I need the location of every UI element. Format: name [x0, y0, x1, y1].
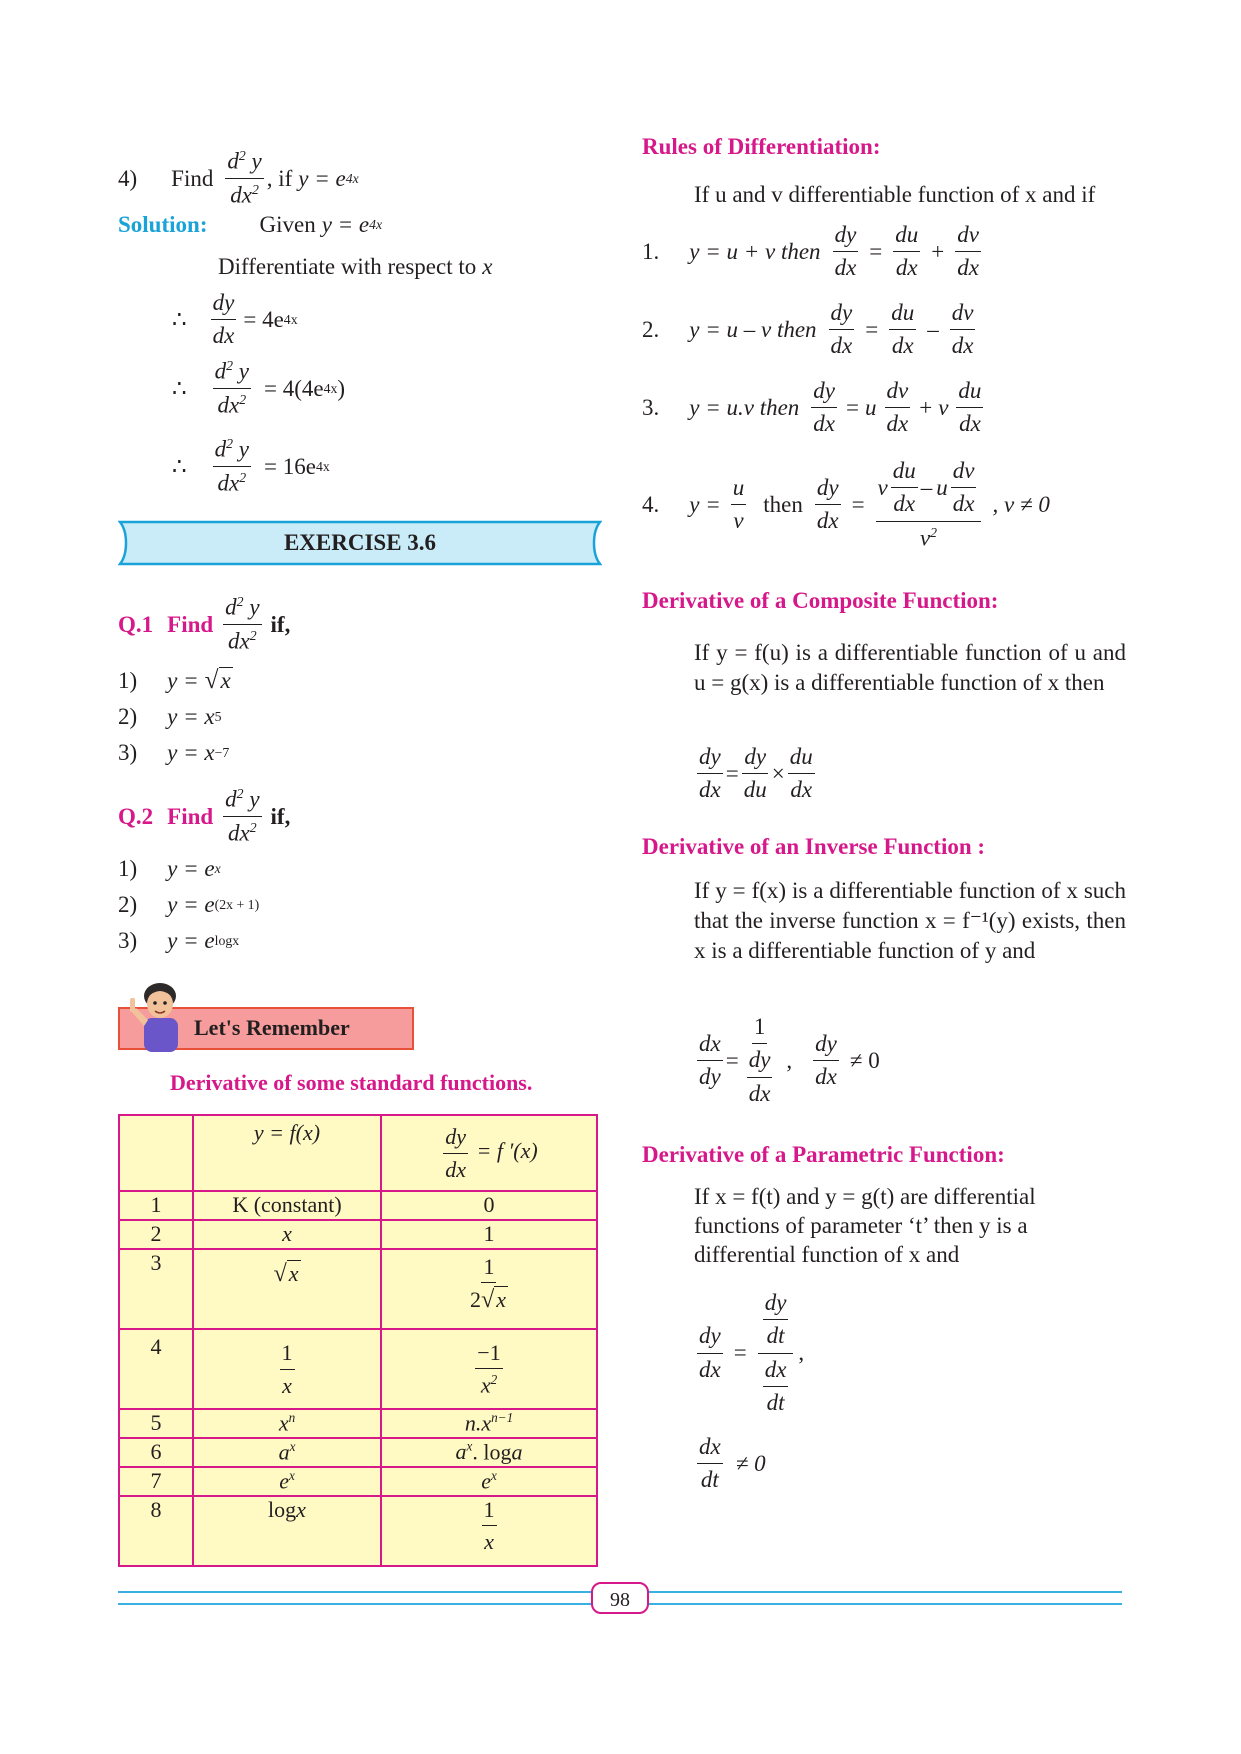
- dy-dx-fraction: $\frac{dy}{dx}$: [830, 300, 853, 359]
- exercise-banner: [118, 520, 602, 566]
- item-number: 1): [118, 667, 138, 693]
- item-expr: y =: [167, 667, 199, 693]
- example-find: Find: [171, 165, 214, 191]
- header-cell-function: y = f(x): [193, 1115, 381, 1191]
- q2-item-3: [118, 928, 239, 954]
- u-v-fraction: $\frac{u}{v}$: [732, 475, 745, 534]
- radicand: x: [220, 668, 231, 693]
- row-number: 4: [119, 1329, 193, 1409]
- item-expr: y = e: [167, 892, 215, 917]
- step-3: [172, 436, 330, 497]
- dv-dx-fraction: $\frac{dv}{dx}$: [886, 378, 909, 437]
- item-expr: y = x: [167, 704, 215, 729]
- row-derivative: 0: [381, 1191, 597, 1220]
- table-row: [119, 1329, 597, 1409]
- item-number: 2): [118, 892, 138, 917]
- q2-find: Find: [167, 803, 214, 829]
- example-number: 4): [118, 165, 138, 191]
- fraction: $\frac{-1}{x^2}$: [477, 1340, 501, 1398]
- parametric-formula: $\frac{dy}{dx}$ = $\frac{\frac{dy}{dt}}{\frac{dx}{dt}}$ ,: [699, 1290, 805, 1416]
- table-row: [119, 1467, 597, 1496]
- q2-if: if,: [270, 803, 291, 829]
- rule-neq: , v ≠ 0: [992, 491, 1050, 517]
- example-cond-exp: 4x: [345, 170, 359, 186]
- step-1: [172, 290, 298, 350]
- row-function: x: [193, 1220, 381, 1249]
- inverse-title: Derivative of an Inverse Function :: [642, 834, 986, 859]
- table-row: [119, 1191, 597, 1220]
- second-derivative-fraction: $\frac{d^2 y}{dx^2}$: [227, 148, 262, 208]
- row-number: 6: [119, 1438, 193, 1467]
- second-derivative-fraction: $\frac{d^2 y}{dx^2}$: [225, 786, 260, 846]
- row-function: logx: [193, 1496, 381, 1566]
- composite-title: Derivative of a Composite Function:: [642, 588, 999, 613]
- dv-dx-fraction: $\frac{dv}{dx}$: [957, 222, 979, 281]
- rule-then: then: [763, 491, 803, 517]
- fraction: $\frac{1}{x}$: [281, 1340, 293, 1398]
- dy-dx-fraction: $\frac{dy}{dx}$: [834, 222, 857, 281]
- item-exp: −7: [214, 745, 230, 760]
- dx-dy-fraction: $\frac{dx}{dy}$: [699, 1030, 721, 1090]
- parametric-condition: [694, 1434, 766, 1494]
- header-derivative-suffix: = f ′(x): [476, 1138, 538, 1164]
- rules-intro: If u and v differentiable function of x and if: [694, 182, 1096, 207]
- dy-du-fraction: $\frac{dy}{du}$: [743, 744, 767, 803]
- dv-dx-fraction: $\frac{dv}{dx}$: [951, 300, 974, 359]
- sqrt-expression: √x: [204, 666, 231, 694]
- given-exp: 4x: [369, 217, 383, 232]
- row-number: 8: [119, 1496, 193, 1566]
- table-row: [119, 1249, 597, 1329]
- item-exp: logx: [214, 933, 240, 948]
- differentiate-text: Differentiate with respect to: [218, 254, 477, 279]
- given-expr: y = e: [321, 212, 370, 237]
- table-header-row: [119, 1115, 597, 1191]
- header-cell-derivative: [381, 1115, 597, 1191]
- step1-exp: 4x: [283, 311, 298, 327]
- step2-exp: 4x: [323, 380, 338, 396]
- rule-1: 1. y = u + v then $\frac{dy}{dx}$ = $\frac{du}{dx}$ + $\frac{dv}{dx}$: [642, 222, 979, 281]
- row-function: $e^x$: [193, 1467, 381, 1496]
- item-exp: 5: [214, 709, 222, 724]
- item-expr: y = e: [167, 928, 215, 953]
- dy-dx-fraction: $\frac{dy}{dx}$: [699, 1323, 721, 1382]
- dy-dx-fraction: $\frac{dy}{dx}$: [699, 744, 721, 803]
- row-function: √x: [193, 1249, 381, 1329]
- table-row: [119, 1409, 597, 1438]
- item-number: 2): [118, 704, 138, 729]
- table-row: [119, 1496, 597, 1566]
- standard-derivatives-table: [118, 1114, 598, 1567]
- rule-number: 4.: [642, 491, 660, 517]
- dy-dx-fraction: $\frac{dy}{dx}$: [813, 378, 836, 437]
- row-function: K (constant): [193, 1191, 381, 1220]
- standard-derivatives-subtitle: Derivative of some standard functions.: [170, 1070, 533, 1095]
- item-number: 3): [118, 740, 138, 765]
- dy-dx-fraction: $\frac{dy}{dx}$: [445, 1124, 467, 1182]
- row-number: 5: [119, 1409, 193, 1438]
- row-derivative: [381, 1329, 597, 1409]
- step1-text: = 4e: [243, 306, 284, 332]
- rule-expr: y = u + v then: [689, 238, 821, 264]
- item-exp: (2x + 1): [214, 897, 260, 912]
- row-derivative: $n.x^{n-1}$: [381, 1409, 597, 1438]
- rule-2: 2. y = u – v then $\frac{dy}{dx}$ = $\frac{du}{dx}$ – $\frac{dv}{dx}$: [642, 300, 974, 359]
- row-function: $x^n$: [193, 1409, 381, 1438]
- row-derivative: 1: [381, 1220, 597, 1249]
- row-derivative: [381, 1496, 597, 1566]
- inverse-neq: ≠ 0: [849, 1047, 880, 1073]
- item-expr: y = e: [167, 856, 215, 881]
- boy-pointing-icon: [126, 974, 188, 1054]
- second-derivative-fraction: $\frac{d^2 y}{dx^2}$: [214, 358, 250, 418]
- reciprocal-fraction: $\frac{1}{\frac{dy}{dx}}$: [748, 1014, 771, 1106]
- item-number: 1): [118, 856, 138, 881]
- q1-item-3: [118, 740, 229, 766]
- item-exp: x: [214, 861, 221, 876]
- parametric-fraction: $\frac{\frac{dy}{dt}}{\frac{dx}{dt}}$: [758, 1290, 794, 1417]
- row-function: $a^x$: [193, 1438, 381, 1467]
- du-dx-fraction: $\frac{du}{dx}$: [958, 378, 982, 437]
- row-derivative: [381, 1249, 597, 1329]
- q1-if: if,: [270, 611, 291, 637]
- header-cell-num: [119, 1115, 193, 1191]
- differentiate-var: x: [482, 254, 493, 279]
- dy-dx-fraction: $\frac{dy}{dx}$: [816, 475, 839, 534]
- parametric-neq: ≠ 0: [735, 1450, 766, 1476]
- dy-dx-fraction: $\frac{dy}{dx}$: [212, 290, 235, 349]
- rule-expr: y = u – v then: [689, 316, 817, 342]
- table-row: [119, 1220, 597, 1249]
- composite-text: If y = f(u) is a differentiable function of u and u = g(x) is a differentiable function of x then: [694, 640, 1126, 695]
- rule-4: 4. y = $\frac{u}{v}$ then $\frac{dy}{dx}$ = v $\frac{du}{dx}$ – u $\frac{dv}{dx}$ $v^2$ , v ≠ 0: [642, 458, 1050, 551]
- q1-heading: [118, 594, 290, 655]
- rule-expr: y = u.v then: [689, 394, 800, 420]
- therefore-symbol: ∴: [172, 306, 187, 332]
- second-derivative-fraction: $\frac{d^2 y}{dx^2}$: [225, 594, 260, 654]
- inverse-formula: $\frac{dx}{dy}$ = $\frac{1}{\frac{dy}{dx}}$ , $\frac{dy}{dx}$ ≠ 0: [699, 1014, 880, 1106]
- given-label: Given: [259, 212, 316, 237]
- rules-title: Rules of Differentiation:: [642, 134, 881, 159]
- parametric-text: If x = f(t) and y = g(t) are differential functions of parameter ‘t’ then y is a differential function of x and: [694, 1184, 1036, 1267]
- q2-label: Q.2: [118, 803, 154, 829]
- row-number: 2: [119, 1220, 193, 1249]
- therefore-symbol: ∴: [172, 453, 187, 479]
- row-function: [193, 1329, 381, 1409]
- differentiate-line: [218, 254, 492, 280]
- example-cond-expr: y = e: [298, 165, 346, 191]
- table-row: [119, 1438, 597, 1467]
- lets-remember-label: Let's Remember: [194, 1015, 350, 1040]
- row-number: 7: [119, 1467, 193, 1496]
- row-number: 1: [119, 1191, 193, 1220]
- row-number: 3: [119, 1249, 193, 1329]
- item-expr: y = x: [167, 740, 215, 765]
- fraction: $\frac{1}{x}$: [483, 1497, 495, 1555]
- row-derivative: $a^x$. loga: [381, 1438, 597, 1467]
- second-derivative-fraction: $\frac{d^2 y}{dx^2}$: [214, 436, 250, 496]
- du-dx-fraction: $\frac{du}{dx}$: [891, 300, 915, 359]
- row-derivative: $e^x$: [381, 1467, 597, 1496]
- q1-item-1: [118, 666, 233, 695]
- dy-dx-fraction: $\frac{dy}{dx}$: [815, 1030, 837, 1090]
- rule-3: 3. y = u.v then $\frac{dy}{dx}$ = u $\frac{dv}{dx}$ + v $\frac{du}{dx}$: [642, 378, 982, 437]
- q1-label: Q.1: [118, 611, 154, 637]
- fraction: $\frac{1}{2√x}$: [469, 1254, 507, 1314]
- example-4-question: [118, 148, 359, 209]
- rule-number: 2.: [642, 316, 660, 342]
- du-dx-fraction: $\frac{du}{dx}$: [895, 222, 919, 281]
- step3-text: = 16e: [264, 453, 316, 479]
- rule-number: 3.: [642, 394, 660, 420]
- dx-dt-fraction: $\frac{dx}{dt}$: [699, 1434, 721, 1493]
- inverse-text: If y = f(x) is a differentiable function of x such that the inverse function x = f⁻¹(y) exists, then x is a differentiable function of y and: [694, 878, 1126, 963]
- q2-item-2: [118, 892, 259, 918]
- q1-item-2: [118, 704, 222, 730]
- item-number: 3): [118, 928, 138, 953]
- step2-close: ): [337, 375, 346, 401]
- parametric-title: Derivative of a Parametric Function:: [642, 1142, 1005, 1167]
- solution-line: [118, 212, 382, 238]
- q2-heading: [118, 786, 290, 847]
- step3-exp: 4x: [315, 458, 330, 474]
- therefore-symbol: ∴: [172, 375, 187, 401]
- chain-rule-formula: $\frac{dy}{dx}$ = $\frac{dy}{du}$ × $\frac{du}{dx}$: [699, 744, 813, 803]
- exercise-title: EXERCISE 3.6: [283, 530, 437, 555]
- du-dx-fraction: $\frac{du}{dx}$: [789, 744, 813, 803]
- solution-label: Solution:: [118, 212, 208, 237]
- example-cond: , if: [266, 165, 293, 191]
- step-2: [172, 358, 345, 419]
- quotient-fraction: v $\frac{du}{dx}$ – u $\frac{dv}{dx}$ $v^2$: [876, 458, 982, 552]
- q2-item-1: [118, 856, 221, 882]
- q1-find: Find: [167, 611, 214, 637]
- rule-expr: y =: [689, 491, 721, 517]
- rule-number: 1.: [642, 238, 660, 264]
- page-number: 98: [591, 1582, 649, 1614]
- step2-text: = 4(4e: [264, 375, 324, 401]
